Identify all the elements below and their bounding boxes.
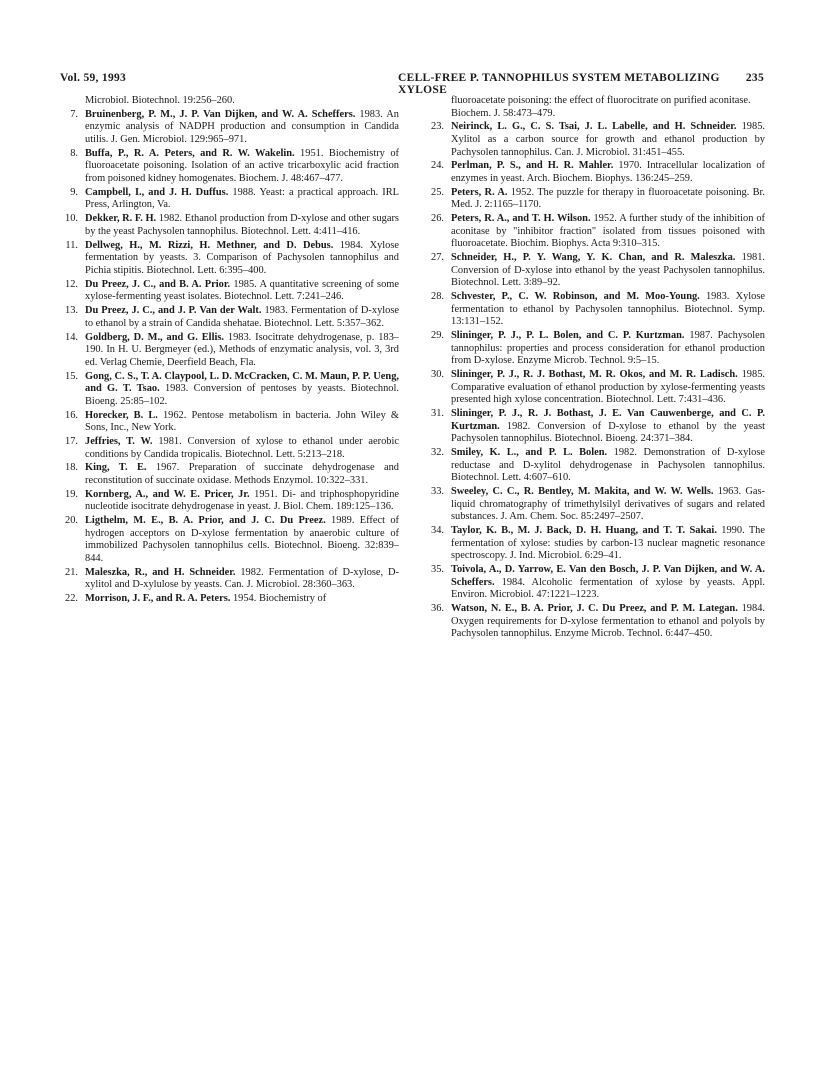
reference-authors: Slininger, P. J., R. J. Bothast, M. R. Okos, and M. R. Ladisch.: [451, 369, 738, 381]
journal-volume: Vol. 59, 1993: [60, 72, 127, 84]
reference-authors: Horecker, B. L.: [85, 409, 158, 421]
reference-authors: Watson, N. E., B. A. Prior, J. C. Du Preez, and P. M. Lategan.: [451, 603, 738, 615]
reference-authors: Sweeley, C. C., R. Bentley, M. Makita, and W. W. Wells.: [451, 486, 714, 498]
reference-authors: Peters, R. A., and T. H. Wilson.: [451, 213, 591, 225]
reference-authors: Toivola, A., D. Yarrow, E. Van den Bosch, J. P. Van Dijken, and W. A. Scheffers.: [451, 564, 765, 588]
reference-number: 21.: [65, 566, 78, 578]
reference-item: [60, 567, 399, 592]
reference-authors: Du Preez, J. C., and J. P. Van der Walt.: [85, 305, 262, 317]
reference-number: 20.: [65, 515, 78, 527]
reference-item: [426, 447, 765, 485]
reference-column-right: [426, 95, 765, 642]
reference-authors: Slininger, P. J., R. J. Bothast, J. E. Van Cauwenberge, and C. P. Kurtzman.: [451, 408, 765, 432]
reference-number: 19.: [65, 488, 78, 500]
reference-number: 8.: [70, 147, 78, 159]
reference-number: 23.: [431, 121, 444, 133]
reference-number: 34.: [431, 525, 444, 537]
reference-number: 13.: [65, 305, 78, 317]
reference-text: 1988. Yeast: a practical approach. IRL Press, Arlington, Va.: [85, 186, 399, 211]
reference-item: [60, 305, 399, 330]
reference-item: [426, 525, 765, 563]
reference-text: 1983. Fermentation of D-xylose to ethanol by a strain of Candida shehatae. Biotechnol. Lett. 5:357–362.: [85, 305, 400, 329]
reference-authors: Jeffries, T. W.: [85, 436, 153, 447]
reference-number: 31.: [431, 408, 444, 420]
page-number: 235: [745, 72, 764, 84]
reference-number: 18.: [65, 462, 78, 474]
reference-authors: Dellweg, H., M. Rizzi, H. Methner, and D. Debus.: [85, 239, 334, 251]
reference-authors: Maleszka, R., and H. Schneider.: [85, 566, 236, 578]
reference-text: 1963. Gas-liquid chromatography of trimethylsilyl derivatives of sugars and related substances. J. Am. Chem. Soc. 85:2497–2507.: [451, 486, 765, 523]
reference-authors: Campbell, I., and J. H. Duffus.: [85, 186, 229, 198]
reference-item: [60, 332, 399, 370]
reference-number: 26.: [431, 213, 444, 225]
reference-item: [60, 213, 399, 238]
reference-number: 32.: [431, 447, 444, 459]
reference-item: [60, 489, 399, 514]
reference-number: 36.: [431, 603, 444, 615]
reference-text: 1985. Comparative evaluation of ethanol production by xylose-fermenting yeasts presented high xylose concentration. Biotechnol. Lett. 7:431–436.: [451, 369, 765, 406]
reference-item: [60, 436, 399, 461]
reference-text: 1952. The puzzle for therapy in fluoroacetate poisoning. Br. Med. J. 2:1165–1170.: [451, 186, 765, 211]
reference-number: 35.: [431, 564, 444, 576]
reference-item: [426, 252, 765, 290]
reference-number: 24.: [431, 160, 444, 172]
reference-number: 9.: [70, 186, 78, 198]
reference-item: [426, 330, 765, 368]
reference-text: 1983. Isocitrate dehydrogenase, p. 183–190. In H. U. Bergmeyer (ed.), Methods of enzymatic analysis, vol. 3, 3rd ed. Verlag Chemie, Deerfield Beach, Fla.: [85, 331, 400, 368]
reference-number: 15.: [65, 370, 78, 382]
reference-authors: Taylor, K. B., M. J. Back, D. H. Huang, and T. T. Sakai.: [451, 525, 717, 537]
reference-number: 30.: [431, 369, 444, 381]
reference-number: 7.: [70, 108, 78, 120]
reference-item: [426, 121, 765, 159]
reference-continuation: Microbiol. Biotechnol. 19:256–260.: [85, 95, 235, 106]
reference-text: 1982. Fermentation of D-xylose, D-xylitol and D-xylulose by yeasts. Can. J. Microbiol. 28:360–363.: [85, 566, 399, 591]
reference-text: 1981. Conversion of D-xylose into ethanol by the yeast Pachysolen tannophilus. Biotechnol. Lett. 3:89–92.: [451, 252, 766, 289]
reference-number: 27.: [431, 252, 444, 264]
reference-text: 1983. Conversion of pentoses by yeasts. Biotechnol. Bioeng. 25:85–102.: [85, 383, 399, 407]
reference-authors: Slininger, P. J., P. L. Bolen, and C. P. Kurtzman.: [451, 330, 685, 342]
reference-item: [426, 213, 765, 251]
reference-item: [60, 593, 399, 606]
reference-authors: Smiley, K. L., and P. L. Bolen.: [451, 447, 608, 459]
reference-text: 1989. Effect of hydrogen acceptors on D-xylose fermentation by anaerobic culture of immobilized Pachysolen tannophilus cells. Biotechnol. Bioeng. 32:839–844.: [85, 515, 399, 564]
reference-authors: Kornberg, A., and W. E. Pricer, Jr.: [85, 488, 250, 500]
reference-number: 12.: [65, 278, 78, 290]
reference-text: 1951. Di- and triphosphopyridine nucleotide isocitrate dehydrogenase in yeast. J. Biol. Chem. 189:125–136.: [85, 488, 399, 513]
reference-number: 22.: [65, 593, 78, 605]
reference-authors: Perlman, P. S., and H. R. Mahler.: [451, 160, 614, 172]
reference-item: [60, 515, 399, 565]
reference-text: 1983. Xylose fermentation to ethanol by Pachysolen tannophilus. Biotechnol. Symp. 13:131–152.: [451, 291, 766, 328]
reference-number: 16.: [65, 409, 78, 421]
reference-authors: Du Preez, J. C., and B. A. Prior.: [85, 278, 231, 290]
reference-authors: Dekker, R. F. H.: [85, 213, 157, 225]
reference-text: 1985. A quantitative screening of some xylose-fermenting yeast isolates. Biotechnol. Lett. 7:241–246.: [85, 278, 399, 303]
reference-text: 1983. An enzymic analysis of NADPH production and consumption in Candida utilis. J. Gen. Microbiol. 129:965–971.: [85, 108, 399, 145]
reference-number: 14.: [65, 331, 78, 343]
reference-authors: Gong, C. S., T. A. Claypool, L. D. McCracken, C. M. Maun, P. P. Ueng, and G. T. Tsao.: [85, 370, 399, 395]
reference-item: [426, 160, 765, 185]
reference-authors: Buffa, P., R. A. Peters, and R. W. Wakelin.: [85, 147, 295, 159]
reference-item: [60, 187, 399, 212]
reference-item: [60, 410, 399, 435]
reference-text: 1982. Conversion of D-xylose to ethanol by the yeast Pachysolen tannophilus. Biotechnol. Bioeng. 24:371–384.: [451, 420, 765, 445]
reference-authors: Ligthelm, M. E., B. A. Prior, and J. C. Du Preez.: [85, 515, 326, 527]
reference-text: 1990. The fermentation of xylose: studies by carbon-13 nuclear magnetic resonance spectroscopy. J. Ind. Microbiol. 6:29–41.: [451, 525, 765, 562]
reference-text: 1970. Intracellular localization of enzymes in yeast. Arch. Biochem. Biophys. 136:245–259.: [451, 160, 765, 184]
reference-number: 11.: [65, 239, 78, 251]
reference-number: 17.: [65, 436, 78, 447]
reference-item: [60, 148, 399, 186]
reference-number: 29.: [431, 330, 444, 342]
reference-item: [426, 369, 765, 407]
reference-text: 1967. Preparation of succinate dehydrogenase and reconstitution of succinate oxidase. Methods Enzymol. 10:322–331.: [85, 462, 399, 486]
reference-item: [426, 187, 765, 212]
running-header: [60, 72, 764, 96]
reference-item: [60, 109, 399, 147]
reference-number: 10.: [65, 213, 78, 225]
reference-number: 33.: [431, 486, 444, 498]
reference-text: 1984. Alcoholic fermentation of xylose by yeasts. Appl. Environ. Microbiol. 47:1221–1223.: [451, 576, 765, 601]
reference-text: 1954. Biochemistry of: [230, 593, 327, 605]
reference-number: 28.: [431, 291, 444, 303]
reference-text: 1987. Pachysolen tannophilus: properties and process consideration for ethanol production from D-xylose. Enzyme Microb. Technol. 9:5–15.: [451, 330, 765, 367]
running-title: CELL-FREE P. TANNOPHILUS SYSTEM METABOLIZING XYLOSE: [398, 72, 720, 96]
reference-item: [60, 240, 399, 278]
reference-item: [60, 371, 399, 409]
reference-authors: King, T. E.: [85, 462, 147, 474]
reference-authors: Neirinck, L. G., C. S. Tsai, J. L. Labelle, and H. Schneider.: [451, 121, 737, 133]
reference-item: [60, 279, 399, 304]
reference-text: 1951. Biochemistry of fluoroacetate poisoning. Isolation of an active tricarboxylic acid fraction from poisoned kidney homogenates. Biochem. J. 48:467–477.: [85, 147, 399, 184]
reference-item: [426, 564, 765, 602]
reference-item: [60, 462, 399, 487]
reference-authors: Peters, R. A.: [451, 186, 508, 198]
reference-text: 1984. Oxygen requirements for D-xylose fermentation to ethanol and polyols by Pachysolen tannophilus. Enzyme Microb. Technol. 6:447–450.: [451, 603, 765, 640]
reference-text: 1952. A further study of the inhibition of aconitase by "inhibitor fraction" isolated from tissues poisoned with fluoroacetate. Biochim. Biophys. Acta 9:310–315.: [451, 213, 765, 250]
reference-number: 25.: [431, 186, 444, 198]
reference-text: 1962. Pentose metabolism in bacteria. John Wiley & Sons, Inc., New York.: [85, 409, 399, 434]
reference-item: [426, 486, 765, 524]
reference-continuation: fluoroacetate poisoning: the effect of fluorocitrate on purified aconitase. Biochem. J. 58:473–479.: [451, 95, 751, 119]
reference-authors: Schvester, P., C. W. Robinson, and M. Moo-Young.: [451, 291, 700, 303]
reference-item: [426, 291, 765, 329]
reference-text: 1982. Demonstration of D-xylose reductase and D-xylitol dehydrogenase in Pachysolen tannophilus. Biotechnol. Lett. 4:607–610.: [451, 447, 766, 484]
reference-text: 1981. Conversion of xylose to ethanol under aerobic conditions by Candida tropicalis. Biotechnol. Lett. 5:213–218.: [85, 436, 399, 460]
reference-text: 1985. Xylitol as a carbon source for growth and ethanol production by Pachysolen tannophilus. Can. J. Microbiol. 31:451–455.: [451, 121, 765, 158]
reference-text: 1984. Xylose fermentation by yeasts. 3. Comparison of Pachysolen tannophilus and Pichia stipitis. Biotechnol. Lett. 6:395–400.: [85, 239, 400, 276]
reference-authors: Morrison, J. F., and R. A. Peters.: [85, 593, 231, 605]
reference-item: [426, 408, 765, 446]
reference-authors: Bruinenberg, P. M., J. P. Van Dijken, and W. A. Scheffers.: [85, 108, 356, 120]
reference-authors: Goldberg, D. M., and G. Ellis.: [85, 331, 224, 343]
reference-item: [426, 603, 765, 641]
reference-text: 1982. Ethanol production from D-xylose and other sugars by the yeast Pachysolen tannophilus. Biotechnol. Lett. 4:411–416.: [85, 213, 399, 237]
reference-column-left: [60, 95, 399, 607]
reference-authors: Schneider, H., P. Y. Wang, Y. K. Chan, and R. Maleszka.: [451, 252, 736, 264]
